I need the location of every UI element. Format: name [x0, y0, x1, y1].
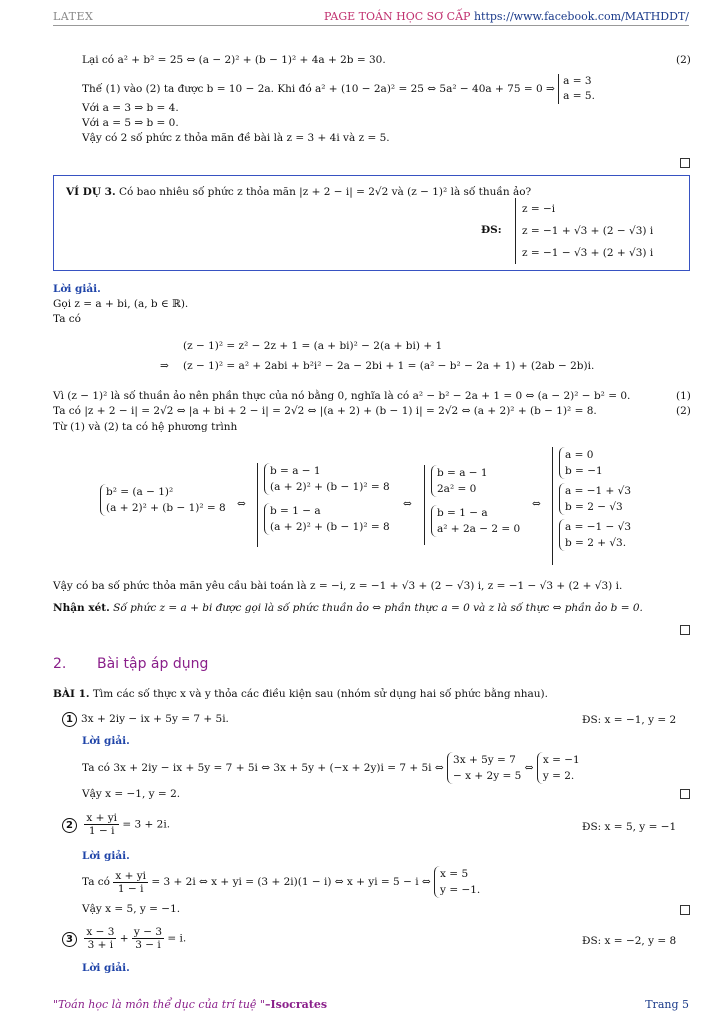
text-line: Ta có |z + 2 − i| = 2√2 ⇔ |a + bi + 2 − i| = 2√2 ⇔ |(a + 2) + (b − 1) i| = 2√2 ⇔ (a + 2)² + (b − 1)² = 8. — [53, 405, 597, 417]
solution-line: Ta có 3x + 2iy − ix + 5y = 7 + 5i ⇔ 3x + 5y + (−x + 2y)i = 7 + 5i ⇔ 3x + 5y = 7 − x + 2y = 5 ⇔ x = −1 y = 2. — [82, 754, 580, 782]
page-number: Trang 5 — [645, 998, 689, 1011]
conclusion: Vậy x = −1, y = 2. — [82, 788, 181, 800]
equation-tag: (2) — [676, 54, 691, 66]
text-line: Gọi z = a + bi, (a, b ∈ ℝ). — [53, 298, 189, 310]
section-title: Bài tập áp dụng — [97, 656, 209, 672]
or-bracket: b = a − 1 2a² = 0 b = 1 − a a² + 2a − 2 = 0 — [424, 465, 520, 545]
solution-label: Lời giải. — [82, 962, 130, 974]
exercise-statement: BÀI 1. Tìm các số thực x và y thỏa các điều kiện sau (nhóm sử dụng hai số phức bằng nhau). — [53, 688, 548, 700]
solution-label: Lời giải. — [53, 283, 101, 295]
qed-square — [680, 625, 690, 635]
equiv-sign: ⇔ — [403, 498, 412, 510]
conclusion: Vậy có ba số phức thỏa mãn yêu cầu bài toán là z = −i, z = −1 + √3 + (2 − √3) i, z = −1 − √3 + (2 + √3) i. — [53, 580, 623, 592]
equation: (z − 1)² = a² + 2abi + b²i² − 2a − 2bi + 1 = (a² − b² − 2a + 1) + (2ab − 2b)i. — [183, 360, 595, 372]
qed-square — [680, 789, 690, 799]
solution-label: Lời giải. — [82, 735, 130, 747]
implies-arrow: ⇒ — [160, 360, 169, 372]
system-1: b² = (a − 1)² (a + 2)² + (b − 1)² = 8 — [100, 484, 226, 516]
text-line: Lại có a² + b² = 25 ⇔ (a − 2)² + (b − 1)² + 4a + 2b = 30. — [82, 54, 386, 66]
answer-item: z = −1 − √3 + (2 + √3) i — [522, 247, 654, 259]
section-number: 2. — [53, 656, 67, 672]
remark: Nhận xét. Số phức z = a + bi được gọi là số phức thuần ảo ⇔ phần thực a = 0 và z là số thực ⇔ phần ảo b = 0. — [53, 602, 643, 614]
solution-line: Ta có $\frac{x + yi}{1 - i}$ = 3 + 2i ⇔ x + yi = (3 + 2i)(1 − i) ⇔ x + yi = 5 − i ⇔ x = 5 y = −1. — [82, 868, 481, 896]
system-4 — [552, 447, 631, 565]
system-3 — [424, 465, 520, 545]
or-bracket: b = a − 1 (a + 2)² + (b − 1)² = 8 b = 1 − a (a + 2)² + (b − 1)² = 8 — [257, 463, 390, 547]
equation-tag: (2) — [676, 405, 691, 417]
answer: ĐS: x = 5, y = −1 — [582, 821, 677, 833]
answer-list — [515, 198, 653, 264]
equiv-sign: ⇔ — [532, 498, 541, 510]
conclusion: Vậy x = 5, y = −1. — [82, 903, 181, 915]
footer-quote: "Toán học là môn thể dục của trí tuệ "–Isocrates — [53, 998, 328, 1011]
equation: (z − 1)² = z² − 2z + 1 = (a + bi)² − 2(a + bi) + 1 — [183, 340, 443, 352]
exercise-part-3: 3 $\frac{x - 3}{3 + i}$ + $\frac{y - 3}{3 - i}$ = i. — [62, 926, 186, 951]
answer: ĐS: x = −2, y = 8 — [582, 935, 677, 947]
system-2 — [257, 463, 390, 547]
text-line: Ta có — [53, 313, 81, 325]
header-rule — [53, 25, 689, 26]
exercise-part-1: 1 3x + 2iy − ix + 5y = 7 + 5i. — [62, 712, 229, 727]
text-line: Từ (1) và (2) ta có hệ phương trình — [53, 421, 238, 433]
or-bracket: a = 0 b = −1 a = −1 + √3 b = 2 − √3 a = −1 − √3 b = 2 + √3. — [552, 447, 631, 565]
equiv-sign: ⇔ — [237, 498, 246, 510]
text-line: Vì (z − 1)² là số thuần ảo nên phần thực của nó bằng 0, nghĩa là có a² − b² − 2a + 1 = 0 ⇔ (a − 2)² − b² = 0. — [53, 390, 631, 402]
answer-label: ĐS: — [481, 224, 502, 236]
answer-bracket — [515, 198, 653, 264]
header-page-name: PAGE TOÁN HỌC SƠ CẤP — [324, 10, 471, 23]
header-url[interactable]: https://www.facebook.com/MATHDDT/ — [473, 10, 689, 23]
header-title — [324, 10, 689, 23]
equation-tag: (1) — [676, 390, 691, 402]
example-statement: VÍ DỤ 3. Có bao nhiêu số phức z thỏa mãn |z + 2 − i| = 2√2 và (z − 1)² là số thuần ảo? — [66, 186, 532, 198]
answer-item: z = −1 + √3 + (2 − √3) i — [522, 225, 654, 237]
latex-logo: LATEX — [53, 10, 94, 23]
qed-square — [680, 905, 690, 915]
text-line: Với a = 3 ⇒ b = 4. — [82, 102, 179, 114]
answer-item: z = −i — [522, 203, 556, 215]
qed-square — [680, 158, 690, 168]
answer: ĐS: x = −1, y = 2 — [582, 714, 677, 726]
text-line: Vậy có 2 số phức z thỏa mãn đề bài là z = 3 + 4i và z = 5. — [82, 132, 390, 144]
case-bracket: a = 3 a = 5. — [558, 74, 595, 104]
exercise-part-2: 2 $\frac{x + yi}{1 - i}$ = 3 + 2i. — [62, 812, 170, 837]
text-line: Với a = 5 ⇒ b = 0. — [82, 117, 179, 129]
text-line: Thế (1) vào (2) ta được b = 10 − 2a. Khi đó a² + (10 − 2a)² = 25 ⇔ 5a² − 40a + 75 = 0 ⇒ a = 3 a = 5. — [82, 75, 595, 102]
solution-label: Lời giải. — [82, 850, 130, 862]
